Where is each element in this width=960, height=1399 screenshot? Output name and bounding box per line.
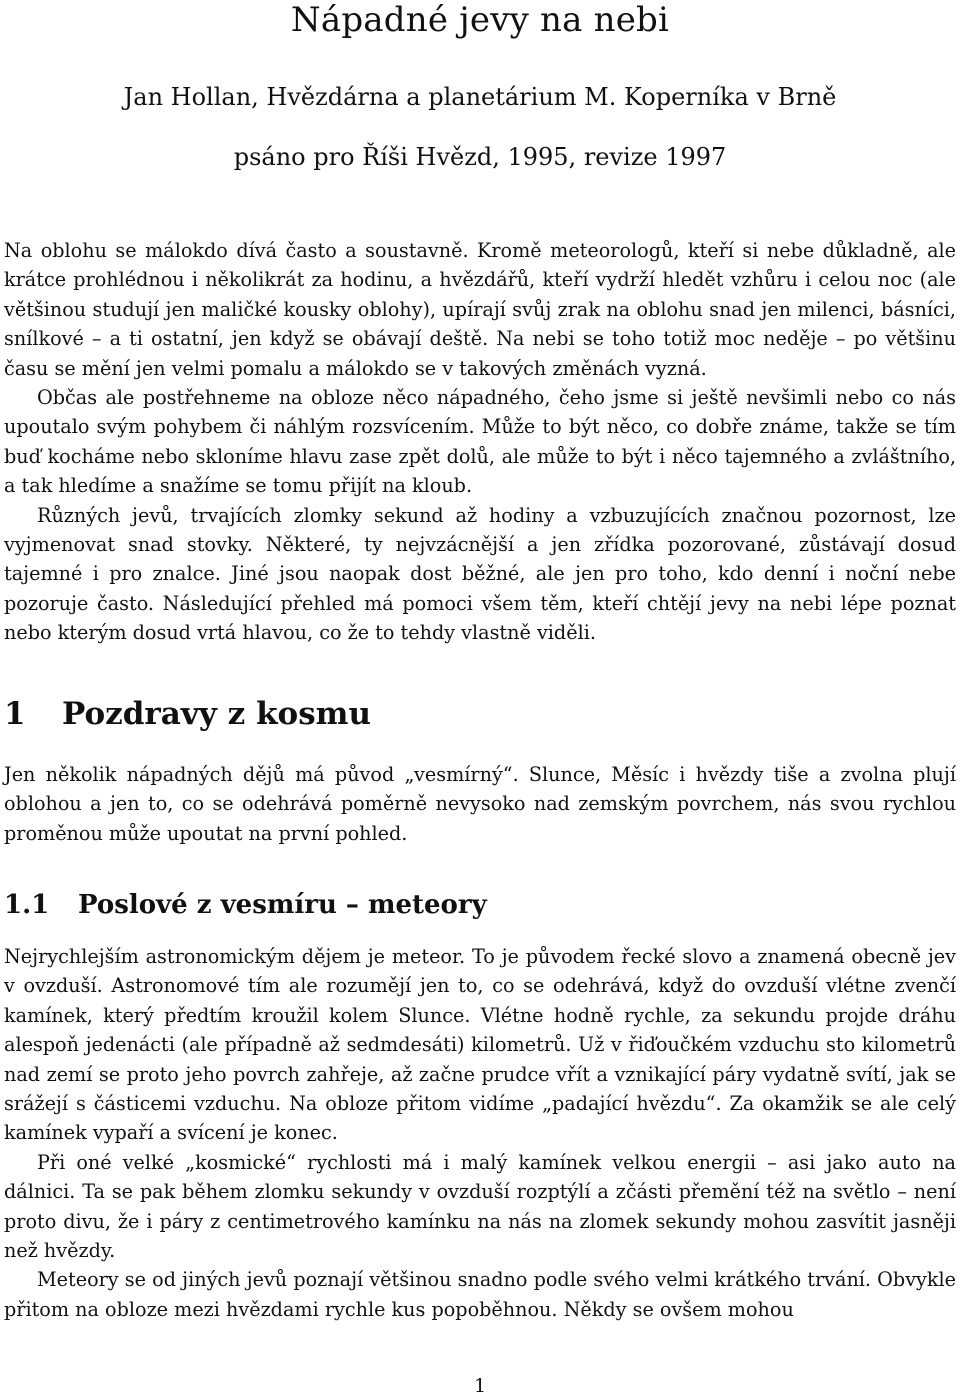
subsection-paragraph-3: Meteory se od jiných jevů poznají většinou snadno podle svého velmi krátkého trvání. Obvykle přitom na obloze mezi hvězdami rychle kus popoběhnou. Někdy se ovšem mohou (4, 1268, 956, 1321)
subsection-paragraph-1: Nejrychlejším astronomickým dějem je meteor. To je původem řecké slovo a znamená obecně jev v ovzduší. Astronomové tím ale rozumějí jen to, co se odehrává, když do ovzduší vlétne zvenčí kamínek, který předtím kroužil kolem Slunce. Vlétne hodně rychle, za sekundu projde dráhu alespoň jedenácti (ale případně až sedmdesáti) kilometrů. Už v řiďoučkém vzduchu sto kilometrů nad zemí se proto jeho povrch zahřeje, až začne prudce vřít a vznikající páry vydatně svítí, jak se srážejí s částicemi vzduchu. Na obloze přitom vidíme „padající hvězdu“. Za okamžik se ale celý kamínek vypaří a svícení je konec. (4, 944, 956, 1145)
section-heading (4, 694, 956, 734)
subsection-body (4, 942, 956, 1324)
section-title: Pozdravy z kosmu (62, 695, 372, 732)
intro-paragraph-1: Na oblohu se málokdo dívá často a soustavně. Kromě meteorologů, kteří si nebe důkladně, ale krátce prohlédnou i několikrát za hodinu, a hvězdářů, kteří vydrží hledět vzhůru i celou noc (ale většinou studují jen maličké kousky oblohy), upírají svůj zrak na oblohu snad jen milenci, básníci, snílkové – a ti ostatní, jen když se obávají deště. Na nebi se toho totiž moc neděje – po většinu času se mění jen velmi pomalu a málokdo se v takových změnách vyzná. (4, 239, 956, 380)
publication-note: psáno pro Říši Hvězd, 1995, revize 1997 (233, 143, 727, 171)
intro-paragraph-3: Různých jevů, trvajících zlomky sekund až hodiny a vzbuzujících značnou pozornost, lze vyjmenovat snad stovky. Některé, ty nejvzácnější a jen zřídka pozorované, zůstávají dosud tajemné i pro znalce. Jiné jsou naopak dost běžné, ale jen pro toho, kdo denní i noční nebe pozoruje často. Následující přehled má pomoci všem těm, kteří chtějí jevy na nebi lépe poznat nebo kterým dosud vrtá hlavou, co že to tehdy vlastně viděli. (4, 503, 956, 645)
subsection-number: 1.1 (4, 889, 50, 920)
author-line: Jan Hollan, Hvězdárna a planetárium M. Koperníka v Brně (123, 83, 837, 111)
subsection-title: Poslové z vesmíru – meteory (78, 889, 487, 920)
section-body (4, 760, 956, 848)
subsection-paragraph-2: Při oné velké „kosmické“ rychlosti má i malý kamínek velkou energii – asi jako auto na dálnici. Ta se pak během zlomku sekundy v ovzduší rozptýlí a zčásti přemění též na světlo – není proto divu, že i páry z centimetrového kamínku na nás na zlomek sekundy mohou zasvítit jasněji než hvězdy. (4, 1150, 956, 1262)
document-title: Nápadné jevy na nebi (290, 0, 670, 40)
section-paragraph: Jen několik nápadných dějů má původ „vesmírný“. Slunce, Měsíc i hvězdy tiše a zvolna plují oblohou a jen to, co se odehrává poměrně nevysoko nad zemským povrchem, nás svou rychlou proměnou může upoutat na první pohled. (4, 762, 956, 845)
page-number: 1 (473, 1375, 487, 1397)
intro-paragraph-2: Občas ale postřehneme na obloze něco nápadného, čeho jsme si ještě nevšimli nebo co nás upoutalo svým pohybem či náhlým rozsvícením. Může to být něco, co dobře známe, takže se tím buď kocháme nebo skloníme hlavu zase zpět dolů, ale může to být i něco tajemného a zvláštního, a tak hledíme a snažíme se tomu přijít na kloub. (4, 386, 956, 498)
intro-section (4, 236, 956, 648)
subsection-heading (4, 888, 956, 922)
section-number: 1 (4, 695, 26, 732)
